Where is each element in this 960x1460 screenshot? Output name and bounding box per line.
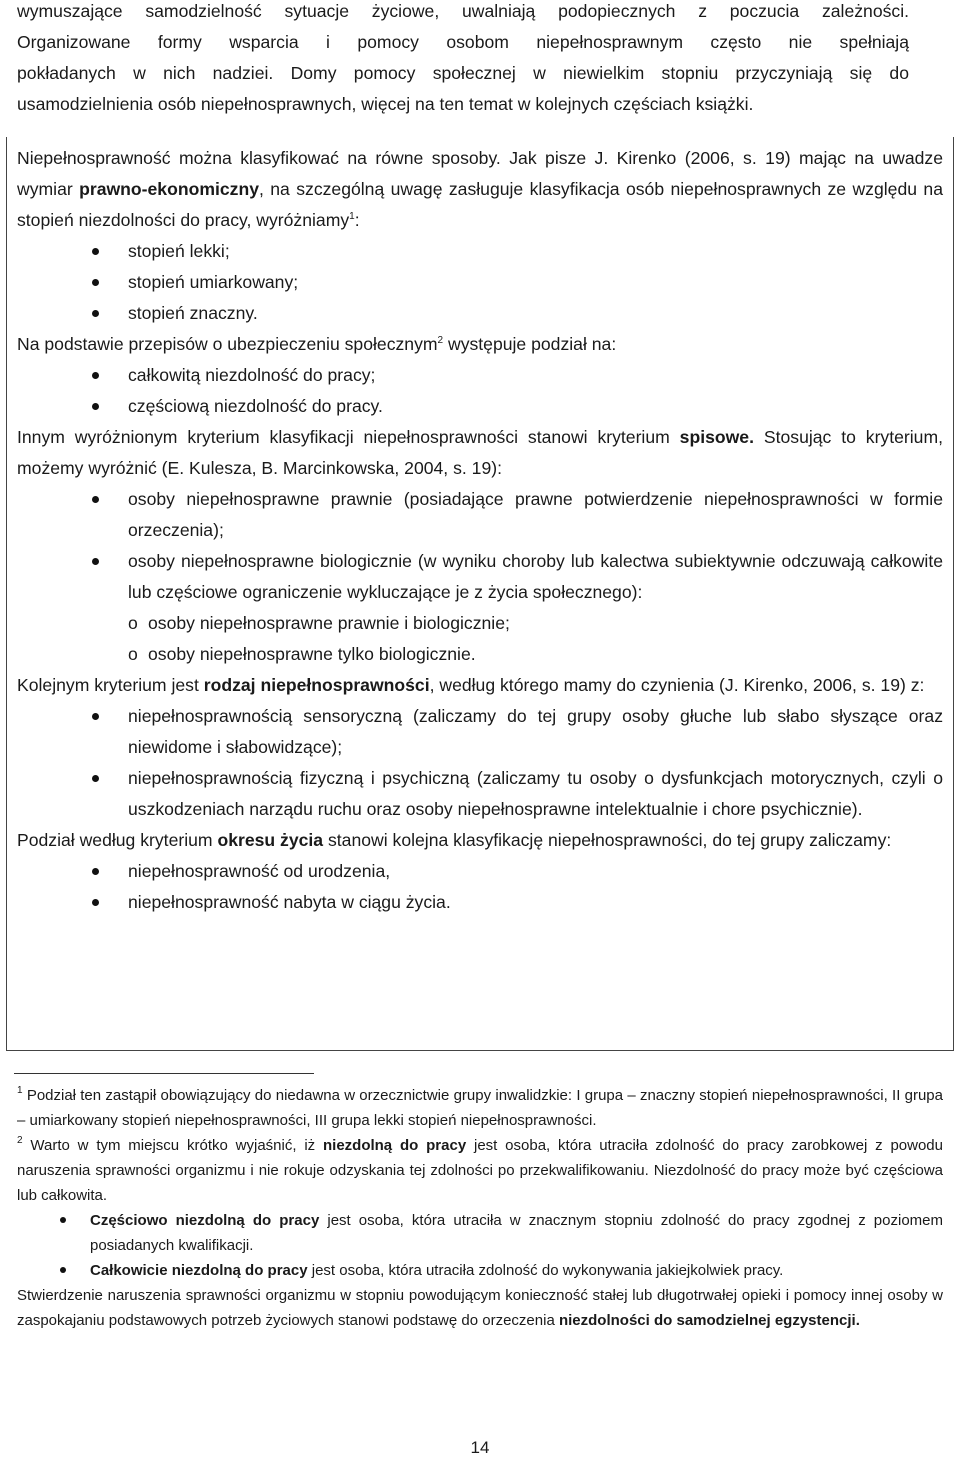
list-item: częściową niezdolność do pracy. [17,391,943,422]
box-paragraph-3: Innym wyróżnionym kryterium klasyfikacji niepełnosprawności stanowi kryterium spisowe. Stosując to kryterium, możemy wyróżnić (E. Kulesza, B. Marcinkowska, 2004, s. 19): [17,427,943,478]
sublist-item: o osoby niepełnosprawne tylko biologicznie. [17,639,943,670]
box-paragraph-5: Podział według kryterium okresu życia stanowi kolejna klasyfikację niepełnosprawności, do tej grupy zaliczamy: [17,830,892,850]
sublist-marker: o [128,613,138,633]
footnote-divider [14,1073,314,1074]
list-item: całkowitą niezdolność do pracy; [17,360,943,391]
census-sublist [17,608,943,670]
list-item: stopień lekki; [17,236,943,267]
box-paragraph-1: Niepełnosprawność można klasyfikować na równe sposoby. Jak pisze J. Kirenko (2006, s. 19) mając na uwadze wymiar prawno-ekonomiczny, na szczególną uwagę zasługuje klasyfikacja osób niepełnosprawnych ze względu na stopień niezdolności do pracy, wyróżniamy$^1$: [17,148,943,230]
intro-line: pokładanych w nich nadziei. Domy pomocy społecznej w niewielkim stopniu przyczyniają się do [17,63,909,83]
intro-line: usamodzielnienia osób niepełnosprawnych, więcej na ten temat w kolejnych częściach książki. [17,94,754,114]
box-paragraph-2: Na podstawie przepisów o ubezpieczeniu społecznym$^2$ występuje podział na: [17,334,617,354]
box-paragraph-4: Kolejnym kryterium jest rodzaj niepełnosprawności, według którego mamy do czynienia (J. Kirenko, 2006, s. 19) z: [17,675,925,695]
list-item: osoby niepełnosprawne prawnie (posiadające prawne potwierdzenie niepełnosprawności w formie orzeczenia); [17,484,943,546]
intro-paragraph [0,0,926,120]
sublist-marker: o [128,644,138,664]
degree-list [17,236,943,329]
census-list [17,484,943,608]
list-item: stopień umiarkowany; [17,267,943,298]
list-item: niepełnosprawnością sensoryczną (zaliczamy do tej grupy osoby głuche lub słabo słyszące oraz niewidome i słabowidzące); [17,701,943,763]
footnotes [0,1083,960,1333]
type-list [17,701,943,825]
list-item: niepełnosprawnością fizyczną i psychiczną (zaliczamy tu osoby o dysfunkcjach motorycznych, czyli o uszkodzeniach narządu ruchu oraz osoby niepełnosprawne intelektualnie i chore psychicznie). [17,763,943,825]
footnote-2: $^2$ Warto w tym miejscu krótko wyjaśnić, iż niezdolną do pracy jest osoba, która utraciła zdolność do pracy zarobkowej z powodu naruszenia sprawności organizmu i nie rokuje odzyskania tej zdolności po przekwalifikowaniu. Niezdolność do pracy może być częściowa lub całkowita. [17,1135,943,1204]
list-item: Całkowicie niezdolną do pracy jest osoba, która utraciła zdolność do wykonywania jakiejkolwiek pracy. [0,1258,960,1283]
incapacity-list [17,360,943,422]
footnote-1: $^1$ Podział ten zastąpił obowiązujący do niedawna w orzecznictwie grupy inwalidzkie: I grupa – znaczny stopień niepełnosprawności, II grupa – umiarkowany stopień niepełnosprawności, III grupa lekki stopień niepełnosprawności. [17,1085,943,1129]
footnote-closing: Stwierdzenie naruszenia sprawności organizmu w stopniu powodującym konieczność stałej lub długotrwałej opieki i pomocy innej osoby w zaspokajaniu podstawowych potrzeb życiowych stanowi podstawę do orzeczenia niezdolności do samodzielnej egzystencji. [17,1287,943,1329]
list-item: Częściowo niezdolną do pracy jest osoba, która utraciła w znacznym stopniu zdolność do pracy zgodnej z poziomem posiadanych kwalifikacji. [0,1208,960,1258]
footnote-list [0,1208,960,1283]
sublist-item: o osoby niepełnosprawne prawnie i biologicznie; [17,608,943,639]
intro-line: wymuszające samodzielność sytuacje życiowe, uwalniają podopiecznych z poczucia zależności. [17,1,909,21]
intro-line: Organizowane formy wsparcia i pomocy osobom niepełnosprawnym często nie spełniają [17,32,909,52]
life-period-list [17,856,943,918]
page-number: 14 [470,1438,490,1457]
list-item: niepełnosprawność od urodzenia, [17,856,943,887]
classification-box [6,137,954,1051]
list-item: stopień znaczny. [17,298,943,329]
list-item: niepełnosprawność nabyta w ciągu życia. [17,887,943,918]
list-item: osoby niepełnosprawne biologicznie (w wyniku choroby lub kalectwa subiektywnie odczuwają całkowite lub częściowe ograniczenie wykluczające je z życia społecznego): [17,546,943,608]
